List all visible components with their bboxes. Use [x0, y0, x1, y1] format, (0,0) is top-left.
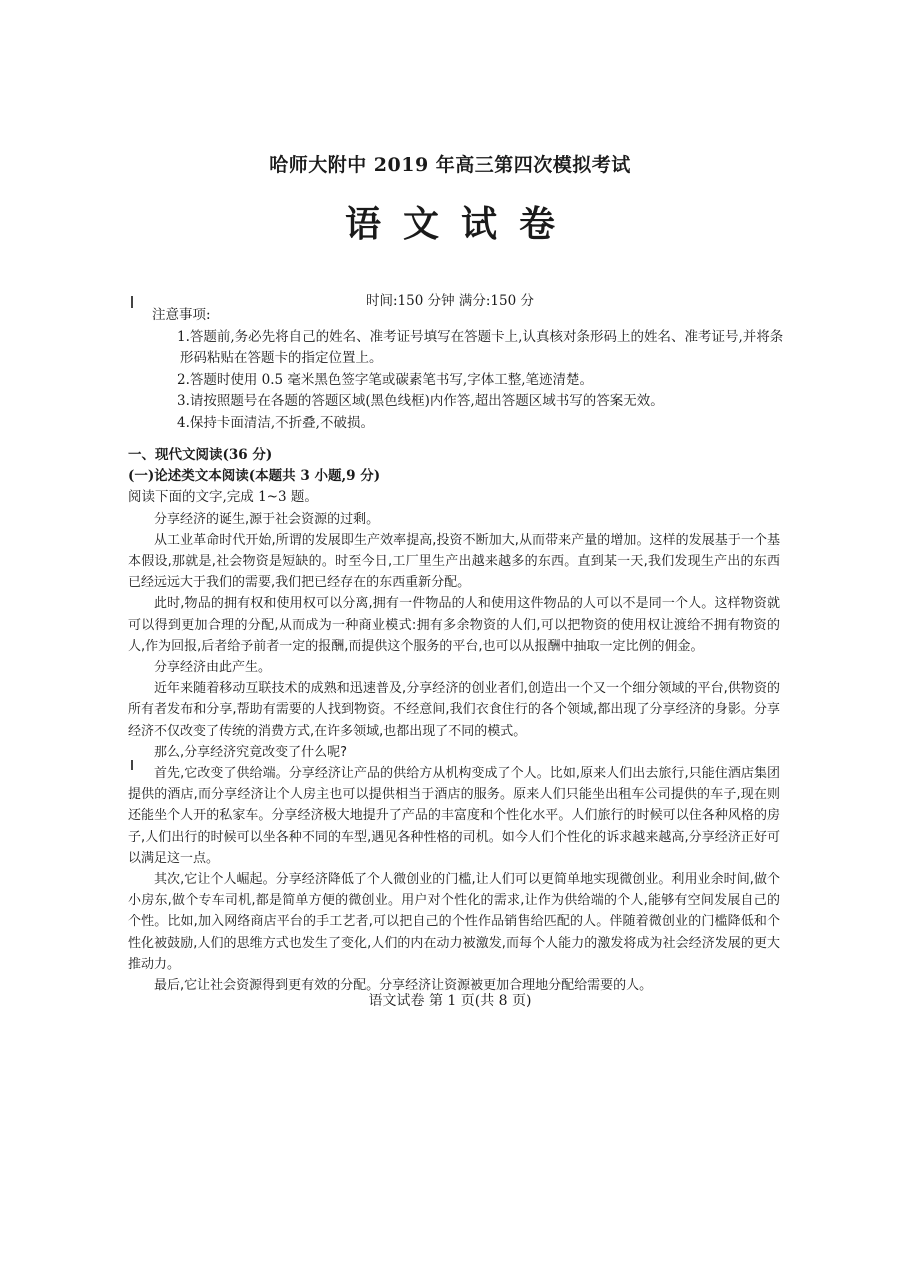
exam-time-score: 时间:150 分钟 满分:150 分: [365, 293, 534, 309]
notice-heading: 注意事项:: [152, 307, 211, 323]
passage-paragraph: 最后,它让社会资源得到更有效的分配。分享经济让资源被更加合理地分配给需要的人。: [154, 978, 653, 994]
passage-paragraph: 其次,它让个人崛起。分享经济降低了个人微创业的门槛,让人们可以更简单地实现微创业。利用业余时间,做个小房东,做个专车司机,都是简单方便的微创业。用户对个性化的需求,让作为供给端的个人,能够有空间发展自己的个性。比如,加入网络商店平台的手工艺者,可以把自己的个性作品销售给匹配的人。伴随着微创业的门槛降低和个性化被鼓励,人们的思维方式也发生了变化,人们的内在动力被激发,而每个人能力的激发将成为社会经济发展的更大推动力。: [128, 872, 780, 972]
section-heading: 一、现代文阅读(36 分): [128, 447, 273, 463]
passage-paragraph: 分享经济由此产生。: [154, 660, 272, 676]
notice-section: [152, 305, 792, 434]
notice-item: 2.答题时使用 0.5 毫米黑色签字笔或碳素笔书写,字体工整,笔迹清楚。: [177, 371, 594, 388]
passage-paragraph: 分享经济的诞生,源于社会资源的过剩。: [154, 511, 380, 527]
passage-paragraph: 近年来随着移动互联技术的成熟和迅速普及,分享经济的创业者们,创造出一个又一个细分领域的平台,供物资的所有者发布和分享,帮助有需要的人找到物资。不经意间,我们衣食住行的各个领域,都出现了分享经济的身影。分享经济不仅改变了传统的消费方式,在许多领域,也都出现了不同的模式。: [128, 681, 780, 739]
passage-paragraph: 此时,物品的拥有权和使用权可以分离,拥有一件物品的人和使用这件物品的人可以不是同一个人。这样物资就可以得到更加合理的分配,从而成为一种商业模式:拥有多余物资的人们,可以把物资的使用权让渡给不拥有物资的人,作为回报,后者给予前者一定的报酬,而提供这个服务的平台,也可以从报酬中抽取一定比例的佣金。: [128, 596, 780, 654]
subsection-heading: (一)论述类文本阅读(本题共 3 小题,9 分): [128, 468, 381, 485]
notice-item: 3.请按照题号在各题的答题区域(黑色线框)内作答,超出答题区域书写的答案无效。: [177, 393, 664, 409]
passage-paragraph: 那么,分享经济究竟改变了什么呢?: [154, 744, 348, 760]
passage-paragraph: 首先,它改变了供给端。分享经济让产品的供给方从机构变成了个人。比如,原来人们出去旅行,只能住酒店集团提供的酒店,而分享经济让个人房主也可以提供相当于酒店的服务。原来人们只能坐出租车公司提供的车子,现在则还能坐个人开的私家车。分享经济极大地提升了产品的丰富度和个性化水平。人们旅行的时候可以住各种风格的房子,人们出行的时候可以坐各种不同的车型,遇见各种性格的司机。如今人们个性化的诉求越来越高,分享经济正好可以满足这一点。: [128, 766, 780, 866]
reading-section: [128, 445, 780, 996]
notice-item: 1.答题前,务必先将自己的姓名、准考证号填写在答题卡上,认真核对条形码上的姓名、准考证号,并将条形码粘贴在答题卡的指定位置上。: [177, 328, 784, 366]
passage-paragraph: 从工业革命时代开始,所谓的发展即生产效率提高,投资不断加大,从而带来产量的增加。这样的发展基于一个基本假设,那就是,社会物资是短缺的。时至今日,工厂里生产出越来越多的东西。直到某一天,我们发现生产出的东西已经远远大于我们的需要,我们把已经存在的东西重新分配。: [128, 532, 780, 591]
exam-title: 哈师大附中 2019 年高三第四次模拟考试: [269, 154, 631, 176]
notice-item: 4.保持卡面清洁,不折叠,不破损。: [177, 414, 374, 431]
notice-list: [152, 327, 792, 435]
reading-instruction: 阅读下面的文字,完成 1~3 题。: [128, 489, 318, 506]
page-footer: 语文试卷 第 1 页(共 8 页): [368, 993, 532, 1009]
subject-title: 语文试卷: [344, 203, 577, 245]
